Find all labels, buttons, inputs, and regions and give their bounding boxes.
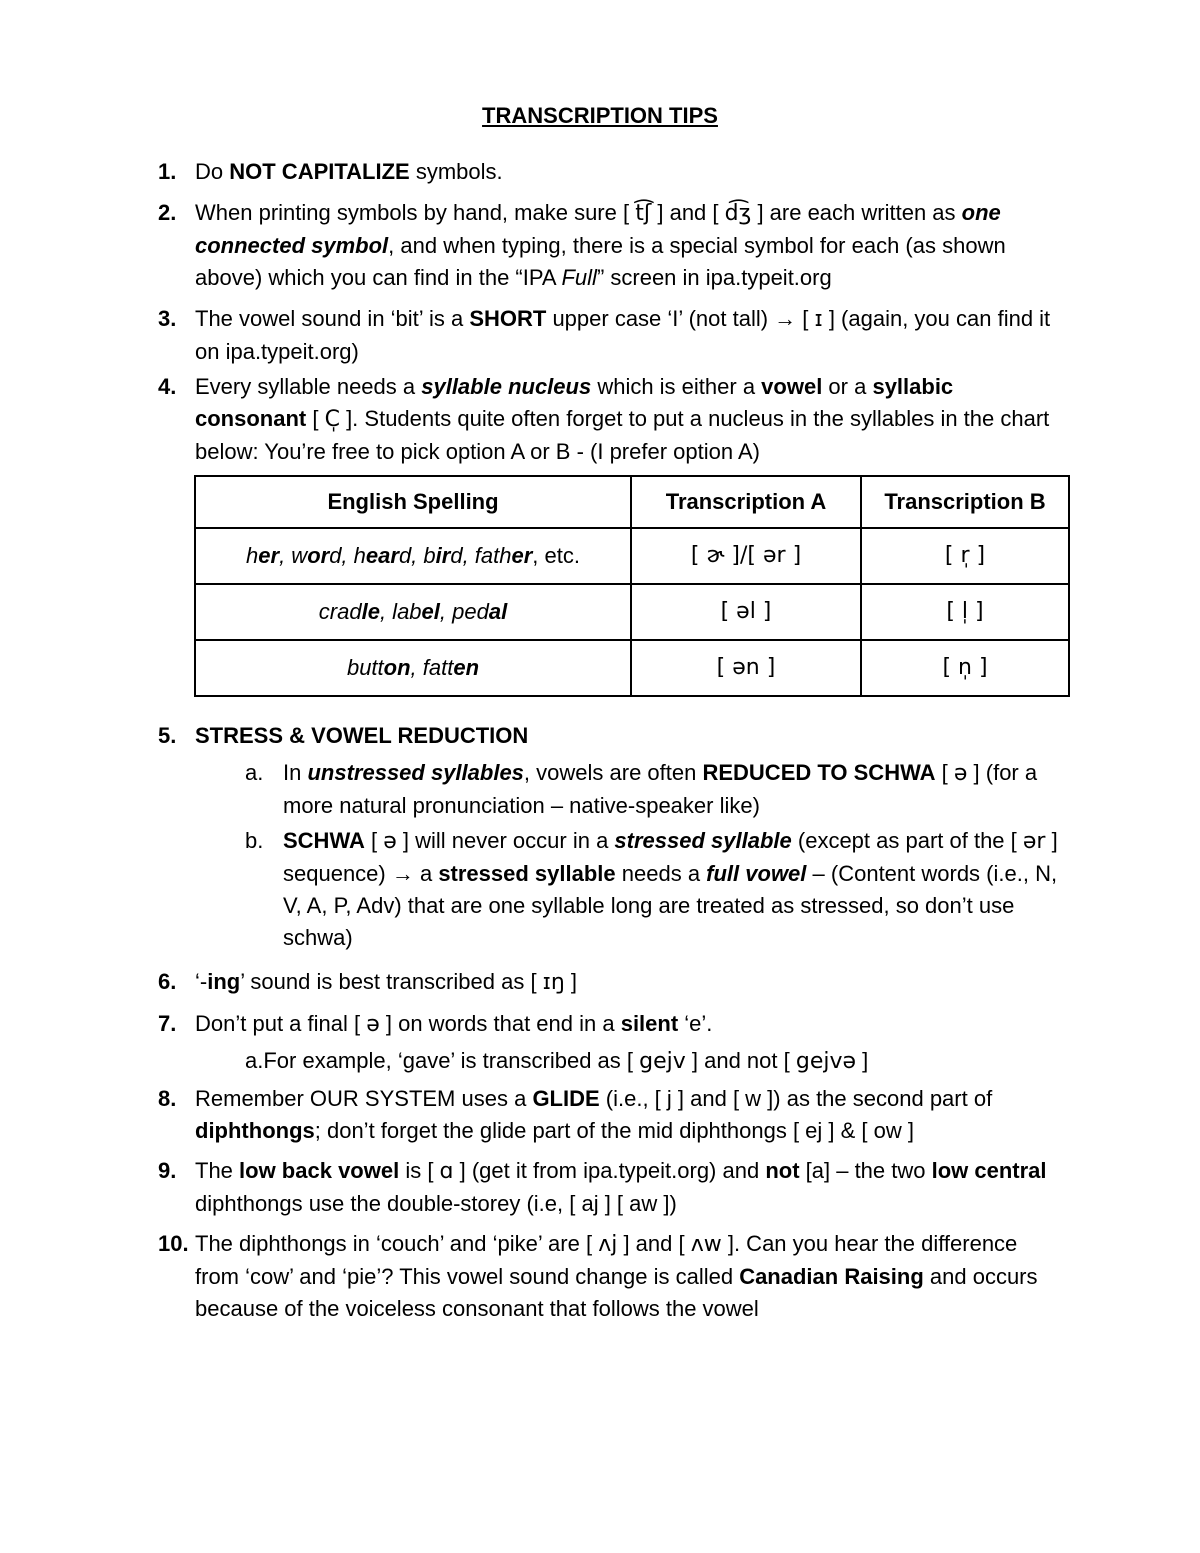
text-run: ʌw	[690, 1232, 722, 1257]
text-run: stressed syllable	[438, 861, 616, 886]
text-run: ing	[207, 969, 241, 994]
text-run: syllable nucleus	[421, 374, 592, 399]
tip-5b	[245, 825, 1065, 954]
text-run: and occurs because of the voiceless consonant that follows the vowel	[195, 1264, 1038, 1321]
text-run: syllabic consonant	[195, 374, 954, 431]
tip-number: 3.	[158, 306, 177, 331]
text-run: Remember OUR SYSTEM uses a	[195, 1086, 533, 1111]
tip-6	[158, 966, 1063, 999]
tip-number: 1.	[158, 159, 177, 184]
spelling-cell	[195, 640, 631, 696]
text-run: GLIDE	[532, 1086, 600, 1111]
tip-number: 6.	[158, 969, 177, 994]
text-run: d, h	[329, 543, 366, 568]
table-header: Transcription B	[861, 476, 1069, 528]
text-run: ə	[366, 1012, 380, 1037]
text-run: ər	[1022, 829, 1046, 854]
text-run: which is either a	[591, 374, 762, 399]
text-run: ear	[365, 543, 399, 568]
text-run: le	[361, 599, 380, 624]
text-run: gejvə	[795, 1049, 857, 1074]
text-run: ɪŋ	[542, 970, 565, 995]
text-run: symbols.	[409, 159, 503, 184]
text-run: al	[488, 599, 508, 624]
text-run: h	[246, 543, 259, 568]
text-run: ir	[435, 543, 451, 568]
transcription-a-cell: [ ɚ ]/[ ər ]	[631, 528, 861, 584]
text-run: , etc.	[532, 543, 580, 568]
text-run: ‘e’.	[678, 1011, 713, 1036]
tip-7	[158, 1008, 1063, 1041]
text-run: STRESS & VOWEL REDUCTION	[195, 723, 529, 748]
text-run: , fatt	[410, 655, 454, 680]
spelling-cell	[195, 528, 631, 584]
text-run: In	[283, 760, 308, 785]
text-run: (i.e., [ j ] and [ w ]) as the second part of	[599, 1086, 993, 1111]
tip-9	[158, 1155, 1063, 1220]
text-run: ]	[856, 1048, 869, 1073]
sub-text	[283, 757, 1065, 822]
text-run: [	[364, 828, 384, 853]
text-run: Don’t put a final [	[195, 1011, 367, 1036]
text-run: , vowels are often	[523, 760, 703, 785]
tip-number: 5.	[158, 723, 177, 748]
text-run: NOT CAPITALIZE	[229, 159, 410, 184]
tip-4	[158, 371, 1063, 468]
text-run: low central	[931, 1158, 1047, 1183]
transcription-a-cell: [ əl ]	[631, 584, 861, 640]
text-run: ] are each written as	[751, 200, 962, 225]
text-run: [a] – the two	[799, 1158, 932, 1183]
sub-letter: a.	[245, 760, 264, 785]
table-header: English Spelling	[195, 476, 631, 528]
text-run: el	[421, 599, 440, 624]
text-run: d, b	[398, 543, 436, 568]
tip-number: 10.	[158, 1231, 189, 1256]
text-run: on	[383, 655, 411, 680]
text-run: ə	[953, 761, 968, 786]
tip-text	[195, 1228, 1063, 1325]
text-run: ] (for a more natural pronunciation – native-speaker like)	[283, 760, 1038, 818]
text-run: is [	[399, 1158, 440, 1183]
text-run: d͡ʒ	[724, 201, 752, 226]
text-run: upper case ‘I’ (not tall) → [	[546, 306, 815, 331]
text-run: ]	[564, 969, 578, 994]
text-run: diphthongs use the double-storey (i.e, [ aj ] [ aw ])	[195, 1191, 677, 1216]
text-run: [	[306, 406, 325, 431]
text-run: Do	[195, 159, 230, 184]
text-run: ] sequence) → a	[283, 828, 1058, 886]
text-run: – (Content words (i.e., N, V, A, P, Adv) that are one syllable long are treated as stressed, so don’t use schwa)	[283, 861, 1058, 950]
text-run: d, fath	[450, 543, 512, 568]
text-run: ]. Students quite often forget to put a nucleus in the syllables in the chart below: You’re free to pick option A or B - (I prefer option A)	[195, 406, 1050, 464]
text-run: diphthongs	[195, 1118, 315, 1143]
tip-text	[195, 1083, 1063, 1147]
tip-8	[158, 1083, 1063, 1147]
tip-text	[195, 371, 1063, 468]
text-run: ə	[383, 829, 397, 854]
text-run: or	[307, 543, 330, 568]
sub-letter: b.	[245, 828, 264, 853]
tip-text	[195, 197, 1063, 294]
tip-number: 7.	[158, 1011, 177, 1036]
tip-number: 8.	[158, 1086, 177, 1111]
text-run: en	[453, 655, 480, 680]
table-header: Transcription A	[631, 476, 861, 528]
text-run: t͡ʃ	[635, 201, 652, 226]
text-run: er	[511, 543, 533, 568]
tip-5	[158, 720, 1063, 752]
text-run: one connected symbol	[195, 200, 1001, 258]
tip-text	[195, 1008, 1063, 1041]
text-run: gejv	[639, 1049, 686, 1074]
text-run: REDUCED TO SCHWA	[702, 760, 936, 785]
text-run: , ped	[439, 599, 489, 624]
text-run: ] will never occur in a	[396, 828, 615, 853]
tip-number: 2.	[158, 200, 177, 225]
text-run: ] (again, you can find it on ipa.typeit.org)	[195, 306, 1051, 364]
text-run: vowel	[761, 374, 823, 399]
text-run: silent	[620, 1011, 679, 1036]
transcription-b-cell: [ r̩ ]	[861, 528, 1069, 584]
table-row	[195, 640, 1069, 696]
text-run: ; don’t forget the glide part of the mid diphthongs [ ej ] & [ ow ]	[314, 1118, 914, 1143]
text-run: ‘-	[195, 969, 208, 994]
text-run: The	[195, 1158, 240, 1183]
transcription-b-cell: [ n̩ ]	[861, 640, 1069, 696]
text-run: SHORT	[469, 306, 547, 331]
text-run: ] on words that end in a	[379, 1011, 621, 1036]
transcription-table	[194, 475, 1070, 697]
text-run: ’ sound is best transcribed as [	[240, 969, 543, 994]
table-row	[195, 584, 1069, 640]
transcription-b-cell: [ l̩ ]	[861, 584, 1069, 640]
text-run: ]. Can you hear the difference from ‘cow’ and ‘pie’? This vowel sound change is called	[195, 1231, 1018, 1289]
text-run: When printing symbols by hand, make sure [	[195, 200, 636, 225]
tip-text	[195, 156, 1063, 188]
text-run: a.For example, ‘gave’ is transcribed as [	[245, 1048, 640, 1073]
text-run: low back vowel	[239, 1158, 400, 1183]
text-run: ” screen in ipa.typeit.org	[596, 265, 832, 290]
text-run: ʌj	[598, 1232, 618, 1257]
text-run: butt	[346, 655, 384, 680]
tip-text	[195, 1155, 1063, 1220]
text-run: needs a	[615, 861, 707, 886]
text-run: The diphthongs in ‘couch’ and ‘pike’ are [	[195, 1231, 599, 1256]
text-run: , w	[279, 543, 308, 568]
text-run: not	[765, 1158, 800, 1183]
text-run: crad	[318, 599, 362, 624]
tip-text	[195, 720, 1063, 752]
tip-7-example	[245, 1045, 1065, 1078]
tip-text	[195, 303, 1063, 368]
tip-1	[158, 156, 1063, 188]
text-run: SCHWA	[283, 828, 365, 853]
text-run: ] and not [	[685, 1048, 796, 1073]
tip-number: 4.	[158, 374, 177, 399]
example-text	[245, 1045, 1065, 1078]
text-run: er	[258, 543, 280, 568]
text-run: unstressed syllables	[307, 760, 524, 785]
text-run: ] and [	[617, 1231, 691, 1256]
text-run: , lab	[379, 599, 422, 624]
tip-text	[195, 966, 1063, 999]
tip-3	[158, 303, 1063, 368]
sub-text	[283, 825, 1065, 954]
text-run: C̩	[324, 407, 340, 432]
table-row	[195, 528, 1069, 584]
text-run: Full	[561, 265, 597, 290]
tip-5a	[245, 757, 1065, 822]
table-header-row	[195, 476, 1069, 528]
page-title: TRANSCRIPTION TIPS	[482, 103, 718, 128]
text-run: (except as part of the [	[791, 828, 1023, 853]
text-run: , and when typing, there is a special symbol for each (as shown above) which you can find in the “IPA	[195, 233, 1006, 290]
spelling-cell	[195, 584, 631, 640]
transcription-a-cell: [ ən ]	[631, 640, 861, 696]
text-run: [	[935, 760, 954, 785]
text-run: ɑ	[439, 1159, 454, 1184]
text-run: ] and [	[651, 200, 725, 225]
text-run: or a	[822, 374, 873, 399]
text-run: ] (get it from ipa.typeit.org) and	[453, 1158, 766, 1183]
tip-10	[158, 1228, 1063, 1325]
text-run: full vowel	[706, 861, 807, 886]
tip-2	[158, 197, 1063, 294]
text-run: Canadian Raising	[739, 1264, 924, 1289]
tip-number: 9.	[158, 1158, 177, 1183]
text-run: ɪ	[814, 307, 823, 332]
text-run: Every syllable needs a	[195, 374, 422, 399]
text-run: stressed syllable	[614, 828, 792, 853]
text-run: The vowel sound in ‘bit’ is a	[195, 306, 470, 331]
